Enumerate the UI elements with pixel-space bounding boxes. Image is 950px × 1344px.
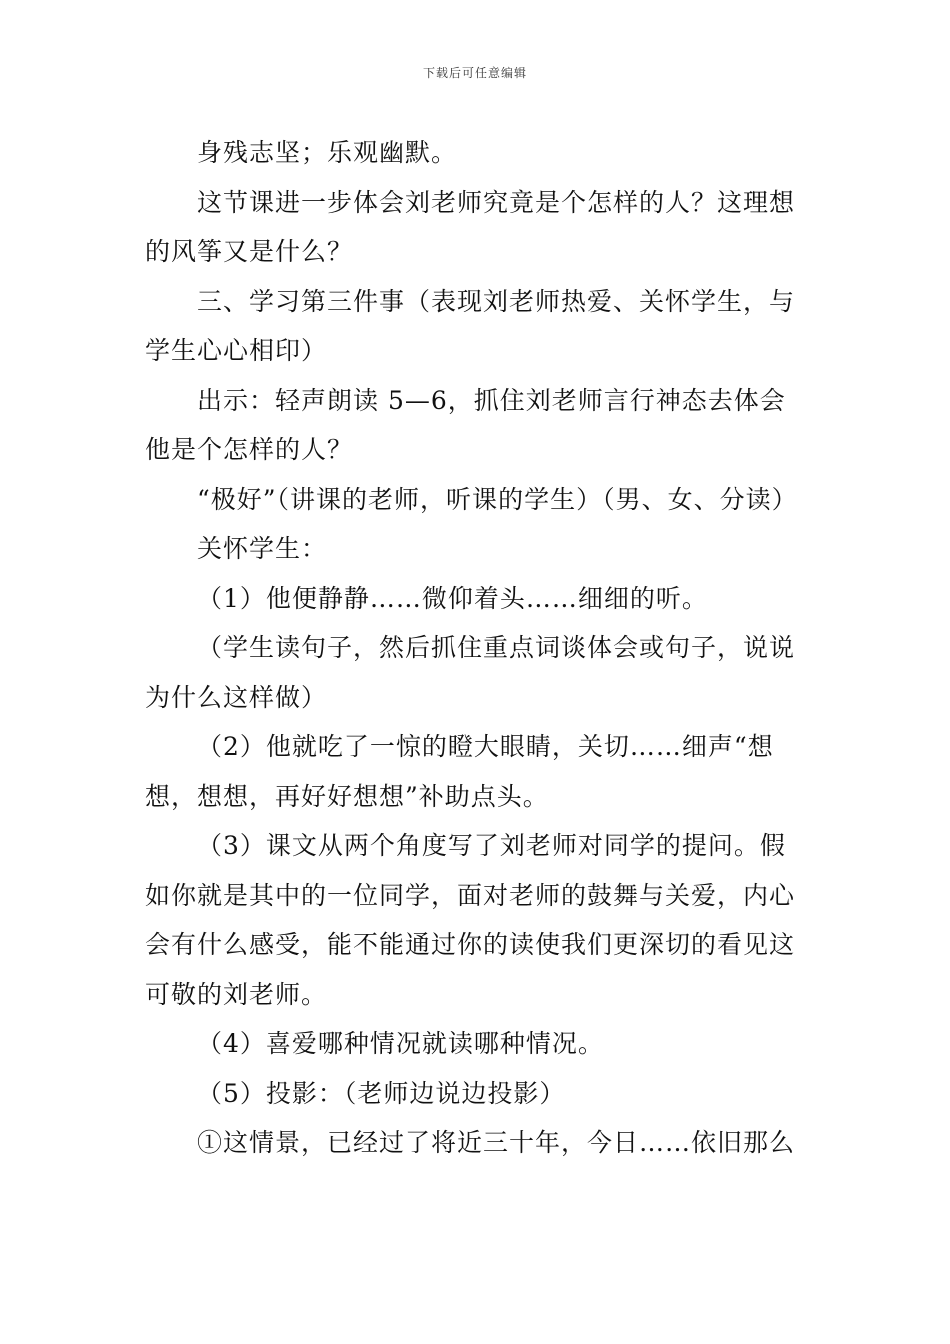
paragraph: 关怀学生： — [197, 534, 328, 563]
document-body — [145, 128, 810, 1168]
page-header: 下载后可任意编辑 — [422, 66, 527, 80]
paragraph: （3）课文从两个角度写了刘老师对同学的提问。假如你就是其中的一位同学，面对老师的鼓舞与关爱，内心会有什么感受，能不能通过你的读使我们更深切的看见这可敬的刘老师。 — [145, 831, 796, 1009]
paragraph: （1）他便静静……微仰着头……细细的听。 — [197, 583, 708, 613]
paragraph: （2）他就吃了一惊的瞪大眼睛，关切……细声“想想，想想，再好好想想”补助点头。 — [145, 732, 774, 811]
paragraph: “极好”（讲课的老师，听课的学生）（男、女、分读） — [197, 484, 798, 514]
paragraph: （4）喜爱哪种情况就读哪种情况。 — [197, 1029, 604, 1058]
paragraph: 三、学习第三件事（表现刘老师热爱、关怀学生，与学生心心相印） — [145, 286, 796, 365]
paragraph: 这节课进一步体会刘老师究竟是个怎样的人？这理想的风筝又是什么？ — [145, 187, 796, 266]
paragraph: 出示：轻声朗读 5—6，抓住刘老师言行神态去体会他是个怎样的人？ — [145, 385, 786, 464]
paragraph: （5）投影：（老师边说边投影） — [197, 1078, 566, 1108]
paragraph: （学生读句子，然后抓住重点词谈体会或句子，说说为什么这样做） — [145, 633, 796, 712]
paragraph: 身残志坚；乐观幽默。 — [197, 138, 458, 167]
paragraph: ①这情景，已经过了将近三十年，今日……依旧那么 — [197, 1128, 796, 1157]
